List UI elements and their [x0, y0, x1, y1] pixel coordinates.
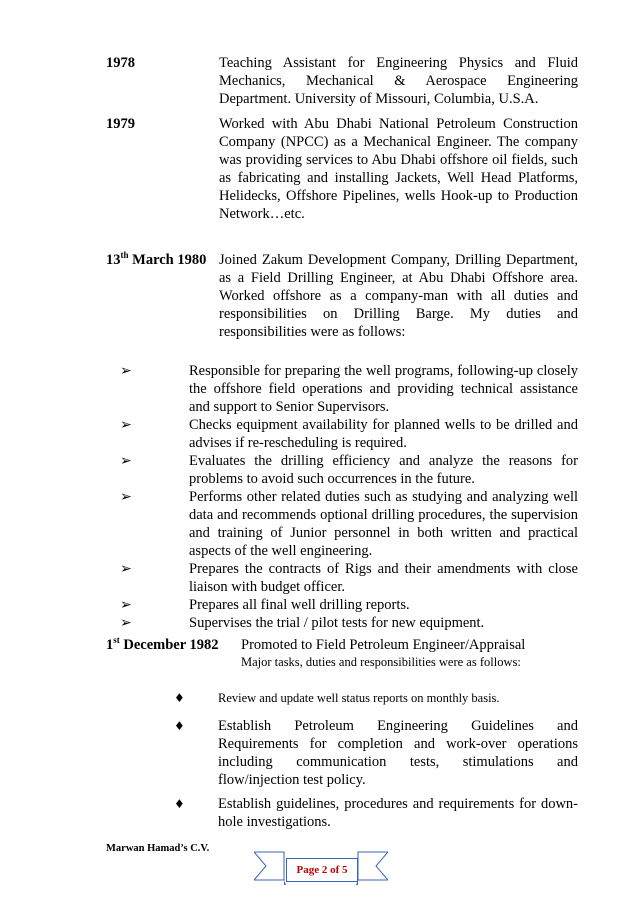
entry-date: 1979 [106, 116, 135, 132]
entry-date: 1978 [106, 55, 135, 71]
arrow-check-bullet-icon: ➢ [120, 561, 132, 577]
list-item [120, 362, 578, 416]
list-item [120, 416, 578, 452]
promotion-title: Promoted to Field Petroleum Engineer/Appraisal [241, 637, 526, 653]
list-item [174, 795, 578, 831]
entry-date [106, 636, 219, 654]
date-day: 1 [106, 637, 114, 653]
footer-name: Marwan Hamad’s C.V. [106, 843, 210, 854]
arrow-check-bullet-icon: ➢ [120, 363, 132, 379]
diamond-bullet-icon: ♦ [174, 797, 185, 811]
list-item [120, 614, 578, 632]
list-item [120, 596, 578, 614]
arrow-check-bullet-icon: ➢ [120, 597, 132, 613]
date-suffix: th [120, 250, 129, 261]
diamond-bullet-icon: ♦ [174, 691, 185, 705]
duties-list [120, 362, 578, 632]
list-item-text: Establish guidelines, procedures and requirements for down-hole investigations. [218, 796, 578, 830]
list-item-text: Prepares all final well drilling reports. [189, 597, 410, 613]
entry-description: Joined Zakum Development Company, Drilling Department, as a Field Drilling Engineer, at Abu Dhabi Offshore area. Worked offshore as a company-man with all duties and responsibilities on Drilling Barge. My duties and responsibilities were as follows: [219, 252, 578, 340]
list-item [120, 488, 578, 560]
list-item-text: Performs other related duties such as studying and analyzing well data and recommends optional drilling procedures, the supervision and training of Junior personnel in both written and practical aspects of the well engineering. [189, 489, 578, 559]
entry-date [106, 251, 206, 269]
entry-description: Teaching Assistant for Engineering Physics and Fluid Mechanics, Mechanical & Aerospace Engineering Department. University of Missouri, Columbia, U.S.A. [219, 55, 578, 107]
list-item-text: Prepares the contracts of Rigs and their amendments with close liaison with budget officer. [189, 561, 578, 595]
list-item [120, 452, 578, 488]
diamond-bullet-icon: ♦ [174, 719, 185, 733]
list-item-text: Supervises the trial / pilot tests for new equipment. [189, 615, 485, 631]
list-item [120, 560, 578, 596]
arrow-check-bullet-icon: ➢ [120, 489, 132, 505]
list-item-text: Responsible for preparing the well programs, following-up closely the offshore field operations and providing technical assistance and support to Senior Supervisors. [189, 363, 578, 415]
list-item-text: Establish Petroleum Engineering Guidelines and Requirements for completion and work-over operations including communication tests, stimulations and flow/injection test policy. [218, 718, 578, 788]
arrow-check-bullet-icon: ➢ [120, 417, 132, 433]
date-suffix: st [113, 635, 120, 646]
list-item-text: Checks equipment availability for planned wells to be drilled and advises if re-rescheduling is required. [189, 417, 578, 451]
list-item [174, 690, 578, 706]
page-number: Page 2 of 5 [286, 858, 358, 882]
entry-description: Worked with Abu Dhabi National Petroleum Construction Company (NPCC) as a Mechanical Engineer. The company was providing services to Abu Dhabi offshore oil fields, such as fabricating and installing Jackets, Well Head Platforms, Helidecks, Offshore Pipelines, wells Hook-up to Production Network…etc. [219, 116, 578, 222]
list-item-text: Evaluates the drilling efficiency and analyze the reasons for problems to avoid such occurrences in the future. [189, 453, 578, 487]
arrow-check-bullet-icon: ➢ [120, 453, 132, 469]
promotion-intro: Major tasks, duties and responsibilities were as follows: [241, 655, 521, 669]
arrow-check-bullet-icon: ➢ [120, 615, 132, 631]
date-rest: December 1982 [119, 637, 219, 653]
list-item-text: Review and update well status reports on monthly basis. [218, 691, 500, 705]
list-item [174, 717, 578, 789]
date-rest: March 1980 [128, 252, 207, 268]
date-day: 13 [106, 252, 121, 268]
